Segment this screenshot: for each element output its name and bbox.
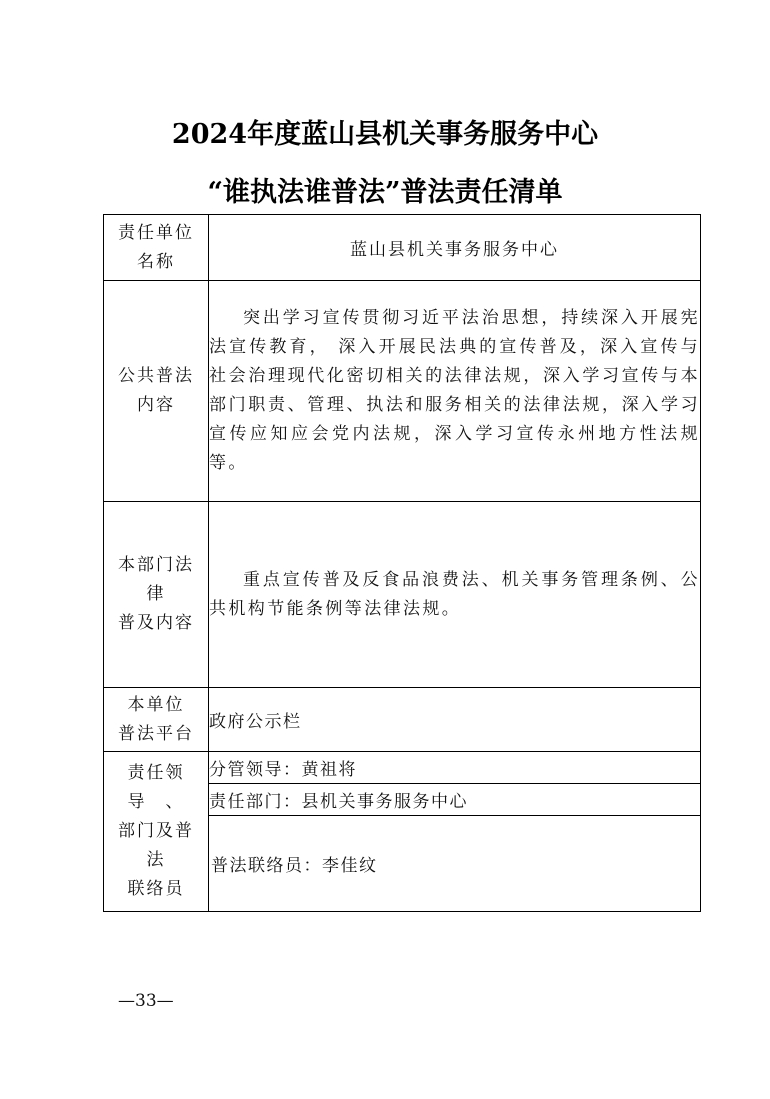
platform-value: 政府公示栏	[209, 688, 701, 752]
row-unit-name	[104, 215, 701, 281]
unit-name-value: 蓝山县机关事务服务中心	[209, 215, 701, 281]
department-content-label: 本部门法 律 普及内容	[104, 502, 209, 688]
page-number: —33—	[118, 991, 174, 1011]
row-public-content	[104, 281, 701, 502]
public-content-label: 公共普法 内容	[104, 281, 209, 502]
department-value: 责任部门：县机关事务服务中心	[209, 784, 701, 816]
liaison-value: 普法联络员：李佳纹	[209, 816, 701, 912]
platform-label: 本单位 普法平台	[104, 688, 209, 752]
responsibility-label: 责任领 导 、 部门及普 法 联络员	[104, 752, 209, 912]
row-department-content	[104, 502, 701, 688]
row-leader	[104, 752, 701, 784]
document-title-line-1: 2024年度蓝山县机关事务服务中心	[171, 119, 599, 150]
document-title-line-2: “谁执法谁普法”普法责任清单	[207, 177, 563, 208]
department-content-value: 重点宣传普及反食品浪费法、机关事务管理条例、公共机构节能条例等法律法规。	[209, 502, 701, 688]
leader-value: 分管领导：黄祖将	[209, 752, 701, 784]
responsibility-table	[103, 214, 701, 912]
row-platform	[104, 688, 701, 752]
unit-name-label: 责任单位 名称	[104, 215, 209, 281]
public-content-value: 突出学习宣传贯彻习近平法治思想，持续深入开展宪法宣传教育， 深入开展民法典的宣传普及，深入宣传与社会治理现代化密切相关的法律法规，深入学习宣传与本部门职责、管理、执法和服务相关的法律法规，深入学习宣传应知应会党内法规，深入学习宣传永州地方性法规等。	[209, 281, 701, 502]
